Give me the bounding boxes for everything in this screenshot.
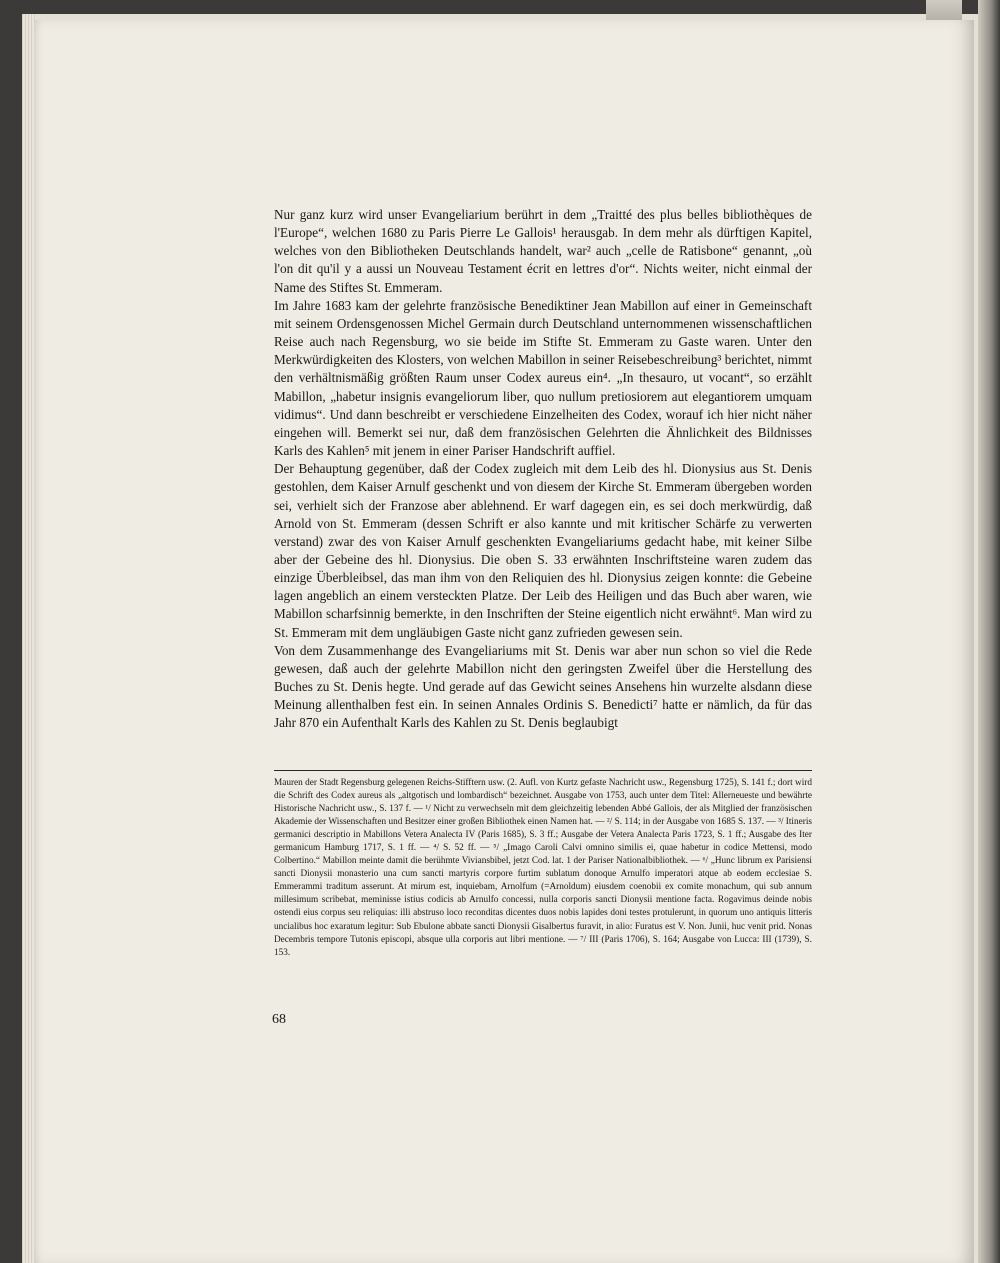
paragraph-1: Nur ganz kurz wird unser Evangeliarium berührt in dem „Traitté des plus belles bibliothèques de l'Europe“, welchen 1680 zu Paris Pierre Le Gallois¹ herausgab. In dem mehr als dürftigen Kapitel, welches von den Bibliotheken Deutschlands handelt, war² auch „celle de Ratisbone“ genannt, „où l'on dit qu'il y a aussi un Nouveau Testament écrit en lettres d'or“. Nichts weiter, nicht einmal der Name des Stiftes St. Emmeram. — [274, 207, 812, 295]
paragraph-2: Im Jahre 1683 kam der gelehrte französische Benediktiner Jean Mabillon auf einer in Gemeinschaft mit seinem Ordensgenossen Michel Germain durch Deutschland unternommenen wissenschaftlichen Reise auch nach Regensburg, wo sie beide im Stifte St. Emmeram zu Gaste waren. Unter den Merkwürdigkeiten des Klosters, von welchen Mabillon in seiner Reisebeschreibung³ berichtet, nimmt den verhältnismäßig größten Raum unser Codex aureus ein⁴. „In thesauro, ut vocant“, so erzählt Mabillon, „habetur insignis evangeliorum liber, quo nullum pretiosiorem aut elegantiorem umquam vidimus“. Und dann beschreibt er verschiedene Einzelheiten des Codex, worauf ich hier nicht näher eingehen will. Bemerkt sei nur, daß dem französischen Gelehrten die Ähnlichkeit des Bildnisses Karls des Kahlen⁵ mit jenem in einer Pariser Handschrift auffiel. — [274, 297, 812, 459]
body-text — [274, 206, 812, 733]
book-gutter-shadow — [978, 0, 1000, 1263]
footnotes: Mauren der Stadt Regensburg gelegenen Reichs-Stifftern usw. (2. Aufl. von Kurtz gefaste Nachricht usw., Regensburg 1725), S. 141 f.; dort wird die Schrift des Codex aureus als „altgotisch und lombardisch“ bezeichnet. Ausgabe von 1753, auch unter dem Titel: Allerneueste und bewährte Historische Nachricht usw., S. 137 f. — ¹/ Nicht zu verwechseln mit dem gleichzeitig lebenden Abbé Gallois, der als Mitglied der französischen Akademie der Wissenschaften und Besitzer einer großen Bibliothek einen Namen hat. — ²/ S. 114; in der Ausgabe von 1685 S. 137. — ³/ Itineris germanici descriptio in Mabillons Vetera Analecta IV (Paris 1685), S. 3 ff.; Ausgabe der Vetera Analecta Paris 1723, S. 1 ff.; Ausgabe des Iter germanicum Hamburg 1717, S. 1 ff. — ⁴/ S. 52 ff. — ⁵/ „Imago Caroli Calvi omnino similis ei, quae habetur in codice Mettensi, modo Colbertino.“ Mabillon meinte damit die berühmte Viviansbibel, jetzt Cod. lat. 1 der Pariser Nationalbibliothek. — ⁶/ „Hunc librum ex Parisiensi sancti Dionysii monasterio una cum sancti martyris corpore furtim sublatum donoque Arnulfo imperatori atque ab eodem ecclesiae S. Emmerammi traditum asserunt. At mirum est, inquiebam, Arnolfum (=Arnoldum) eiusdem coenobii ex comite monachum, qui sub annum millesimum scribebat, meminisse istius codicis ab Arnulfo concessi, nulla corporis sancti Dionysii mentione facta. Rogavimus deinde nobis ostendi eius corpus seu reliquias: illi abstruso loco reconditas dicentes duos nobis lapides doni testes protulerunt, in quorum uno antiquis litteris uncialibus hoc exaratum legitur: Sub Ebulone abbate sancti Dionysii Gisalbertus furavit, in alio: Furatus est V. Non. Junii, huc venit prid. Nonas Decembris tempore Tutonis episcopi, absque ulla corporis aut libri mentione. — ⁷/ III (Paris 1706), S. 164; Ausgabe von Lucca: III (1739), S. 153. — [274, 778, 812, 958]
footnote-rule — [274, 770, 812, 771]
paragraph-4: Von dem Zusammenhange des Evangeliariums mit St. Denis war aber nun schon so viel die Rede gewesen, daß auch der gelehrte Mabillon nicht den geringsten Zweifel über die Herstellung des Buches zu St. Denis hegte. Und gerade auf das Gewicht seines Ansehens hin wurzelte alsdann diese Meinung allenthalben fest ein. In seinen Annales Ordinis S. Benedicti⁷ hatte er nämlich, da für das Jahr 870 ein Aufenthalt Karls des Kahlen zu St. Denis beglaubigt — [274, 642, 812, 731]
paragraph-3: Der Behauptung gegenüber, daß der Codex zugleich mit dem Leib des hl. Dionysius aus St. Denis gestohlen, dem Kaiser Arnulf geschenkt und von diesem der Kirche St. Emmeram übergeben worden sei, verhielt sich der Franzose aber ablehnend. Er warf dagegen ein, es sei doch merkwürdig, daß Arnold von St. Emmeram (dessen Schrift er also kannte und mit kritischer Schärfe zu verwerten verstand) zwar des von Kaiser Arnulf geschenkten Evangeliariums gedacht habe, mit keiner Silbe aber der Gebeine des hl. Dionysius. Die oben S. 33 erwähnten Inschriftsteine waren zudem das einzige Überbleibsel, das man ihm von den Reliquien des hl. Dionysius zeigen konnte: die Gebeine lagen angeblich an einem versteckten Platze. Der Leib des Heiligen und das Buch aber waren, wie Mabillon scharfsinnig bemerkte, in den Inschriften der Steine eigentlich nicht erwähnt⁶. Man wird zu St. Emmeram mit dem ungläubigen Gaste nicht ganz zufrieden gewesen sein. — [274, 461, 812, 640]
page-number: 68 — [272, 1012, 286, 1027]
